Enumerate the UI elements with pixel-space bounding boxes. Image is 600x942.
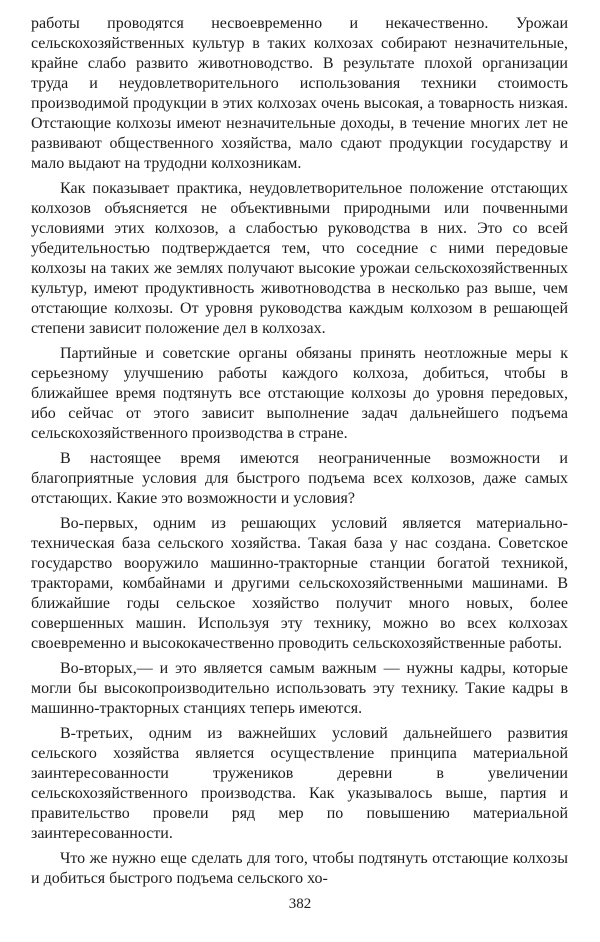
paragraph: Партийные и советские органы обязаны принять неотложные меры к серьезному улучшению работы каждого колхоза, добиться, чтобы в ближайшее время подтянуть все отстающие колхозы до уровня передовых, ибо сейчас от этого зависит выполнение задач дальнейшего подъема сельскохозяйственного производства в стране. bbox=[31, 345, 568, 442]
paragraph-continuation: работы проводятся несвоевременно и некачественно. Урожаи сельскохозяйственных культур в таких колхозах собирают незначительные, крайне слабо развито животноводство. В результате плохой организации труда и неудовлетворительного использования техники стоимость производимой продукции в этих колхозах очень высокая, а товарность низкая. Отстающие колхозы имеют незначительные доходы, в течение многих лет не развивают общественного хозяйства, мало сдают продукции государству и мало выдают на трудодни колхозникам. bbox=[31, 15, 568, 172]
page-body bbox=[31, 14, 568, 889]
paragraph: Во-вторых,— и это является самым важным — нужны кадры, которые могли бы высокопроизводительно использовать эту технику. Такие кадры в машинно-тракторных станциях теперь имеются. bbox=[31, 660, 568, 717]
paragraph: Что же нужно еще сделать для того, чтобы подтянуть отстающие колхозы и добиться быстрого подъема сельского хо- bbox=[31, 850, 568, 887]
page-number: 382 bbox=[288, 896, 312, 912]
paragraph: В-третьих, одним из важнейших условий дальнейшего развития сельского хозяйства является осуществление принципа материальной заинтересованности тружеников деревни в увеличении сельскохозяйственного производства. Как указывалось выше, партия и правительство провели ряд мер по повышению материальной заинтересованности. bbox=[31, 725, 568, 842]
paragraph: Как показывает практика, неудовлетворительное положение отстающих колхозов объясняется не объективными природными или почвенными условиями этих колхозов, а слабостью руководства в них. Это со всей убедительностью подтверждается тем, что соседние с ними передовые колхозы на таких же землях получают высокие урожаи сельскохозяйственных культур, имеют продуктивность животноводства в несколько раз выше, чем отстающие колхозы. От уровня руководства каждым колхозом в решающей степени зависит положение дел в колхозах. bbox=[31, 180, 568, 337]
paragraph: В настоящее время имеются неограниченные возможности и благоприятные условия для быстрого подъема всех колхозов, даже самых отстающих. Какие это возможности и условия? bbox=[31, 450, 568, 507]
paragraph: Во-первых, одним из решающих условий является материально-техническая база сельского хозяйства. Такая база у нас создана. Советское государство вооружило машинно-тракторные станции богатой техникой, тракторами, комбайнами и другими сельскохозяйственными машинами. В ближайшие годы сельское хозяйство получит много новых, более совершенных машин. Используя эту технику, можно во всех колхозах своевременно и высококачественно проводить сельскохозяйственные работы. bbox=[31, 515, 568, 652]
